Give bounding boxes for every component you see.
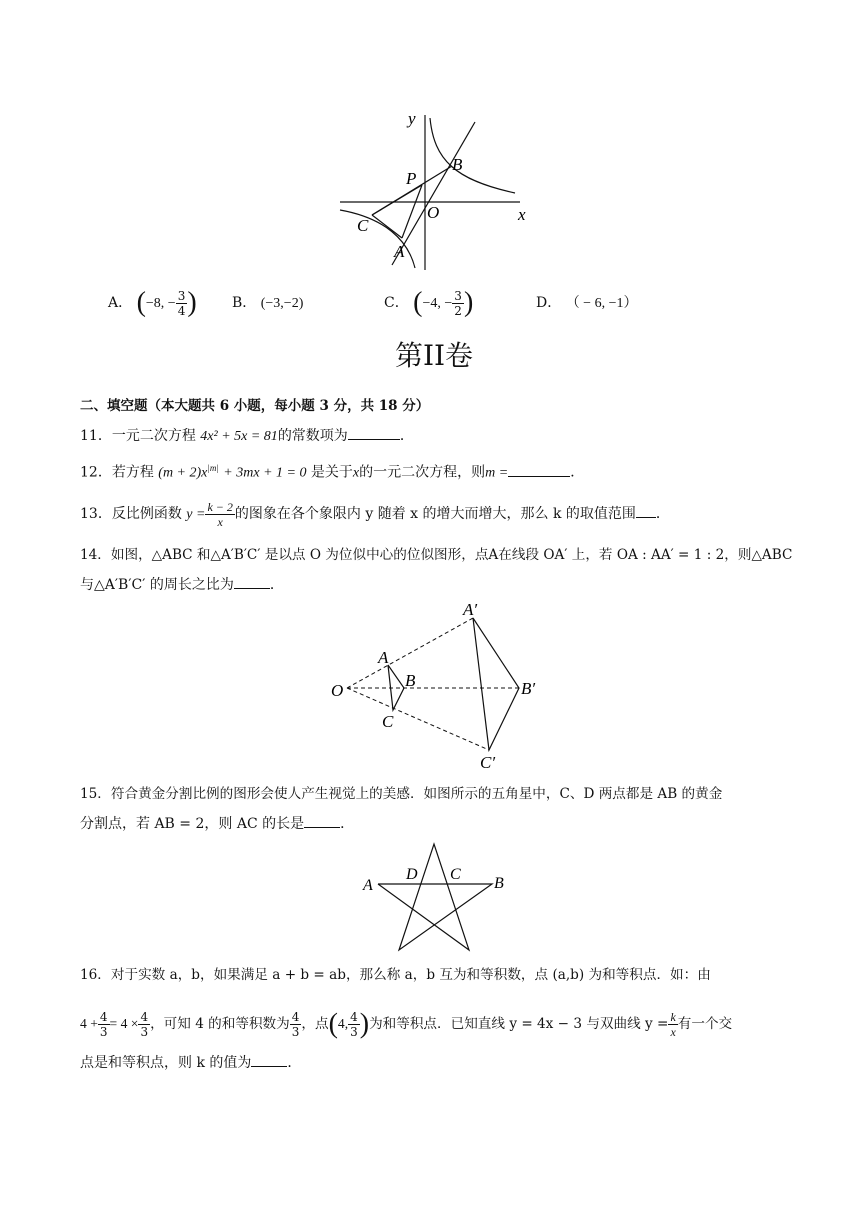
label-b: B — [452, 155, 463, 174]
option-d-letter: D． — [536, 295, 562, 311]
question-14-line-2: 与△A′B′C′ 的周长之比为 ． — [80, 574, 284, 595]
option-b[interactable]: B． (−3,−2) — [232, 295, 304, 311]
option-b-letter: B． — [232, 295, 257, 311]
question-13: 13．反比例函数 y = $\frac{k - 2}{x}$ 的图象在各个象限内 y 随着 x 的增大而增大，那么 k 的取值范围 ． — [80, 499, 670, 529]
option-c[interactable]: C． (−4, − $\frac{3}{2}$ ) — [384, 287, 474, 318]
question-11: 11．一元二次方程 4x² + 5x = 81的常数项为 ． — [80, 425, 414, 447]
answer-blank-15[interactable] — [304, 813, 340, 828]
label-b: B — [494, 875, 504, 892]
label-b-prime: B′ — [521, 679, 536, 698]
segment-cp — [372, 185, 422, 215]
label-a: A — [363, 877, 373, 894]
answer-blank-13[interactable] — [636, 503, 656, 518]
option-d[interactable]: D． （ − 6, −1） — [536, 295, 638, 311]
pentagram-figure — [355, 838, 525, 956]
label-c: C — [450, 866, 461, 883]
line-ab — [392, 122, 475, 265]
triangle-a1b1c1 — [473, 618, 519, 750]
label-b: B — [405, 671, 416, 690]
label-d: D — [406, 866, 418, 883]
label-a: A — [394, 242, 405, 261]
homothety-figure — [325, 598, 555, 778]
label-y: y — [408, 109, 416, 128]
answer-blank-12[interactable] — [508, 462, 570, 477]
hyperbola-branch-1 — [430, 118, 515, 193]
answer-blank-14[interactable] — [234, 574, 270, 589]
option-a[interactable]: A． (−8, − $\frac{3}{4}$ ) — [108, 287, 197, 318]
option-a-letter: A． — [108, 295, 133, 311]
label-p: P — [406, 169, 417, 188]
question-16-line-2: 4 + $\frac{4}{3}$ = 4 × $\frac{4}{3}$ ，可知 4 的和等积数为 $\frac{4}{3}$ ，点(4, $\frac{4}{3}$ )为和等积点．已知直线 y = 4x − 3 与双曲线 y = $\frac{k}{x}$ 有一个交 — [80, 1008, 733, 1040]
question-16-line-1: 16．对于实数 a，b，如果满足 a + b = ab，那么称 a，b 互为和等积数，点 (a,b) 为和等积点．如：由 — [80, 967, 711, 983]
volume-title: 第II卷 — [394, 339, 474, 372]
answer-blank-16[interactable] — [251, 1052, 287, 1067]
label-c-prime: C′ — [480, 753, 496, 772]
section-2-header: 二、填空题（本大题共 6 小题，每小题 3 分，共 18 分） — [80, 398, 430, 414]
label-x: x — [518, 205, 526, 224]
label-c: C — [357, 216, 369, 235]
answer-blank-11[interactable] — [348, 425, 400, 440]
ray-oc — [347, 688, 489, 750]
pentagram-lines — [378, 844, 492, 950]
question-12: 12．若方程 $(m + 2)x^{|m|} + 3mx + 1 = 0$ 是关于x的一元二次方程，则m = ． — [80, 463, 585, 481]
question-16-line-3: 点是和等积点，则 k 的值为 ． — [80, 1052, 301, 1073]
label-a: A — [378, 648, 389, 667]
label-o: O — [427, 203, 440, 222]
option-c-letter: C． — [384, 295, 409, 311]
question-15-line-2: 分割点，若 AB = 2，则 AC 的长是 ． — [80, 813, 354, 834]
label-o: O — [331, 681, 344, 700]
label-c: C — [382, 712, 394, 731]
hyperbola-figure — [330, 100, 540, 275]
question-14-line-1: 14．如图，△ABC 和△A′B′C′ 是以点 O 为位似中心的位似图形，点A在线段 OA′ 上，若 OA : AA′ = 1 : 2，则△ABC — [80, 547, 793, 563]
label-a-prime: A′ — [463, 600, 478, 619]
question-15-line-1: 15．符合黄金分割比例的图形会使人产生视觉上的美感．如图所示的五角星中，C、D 两点都是 AB 的黄金 — [80, 786, 723, 802]
segment-ca — [372, 215, 402, 238]
